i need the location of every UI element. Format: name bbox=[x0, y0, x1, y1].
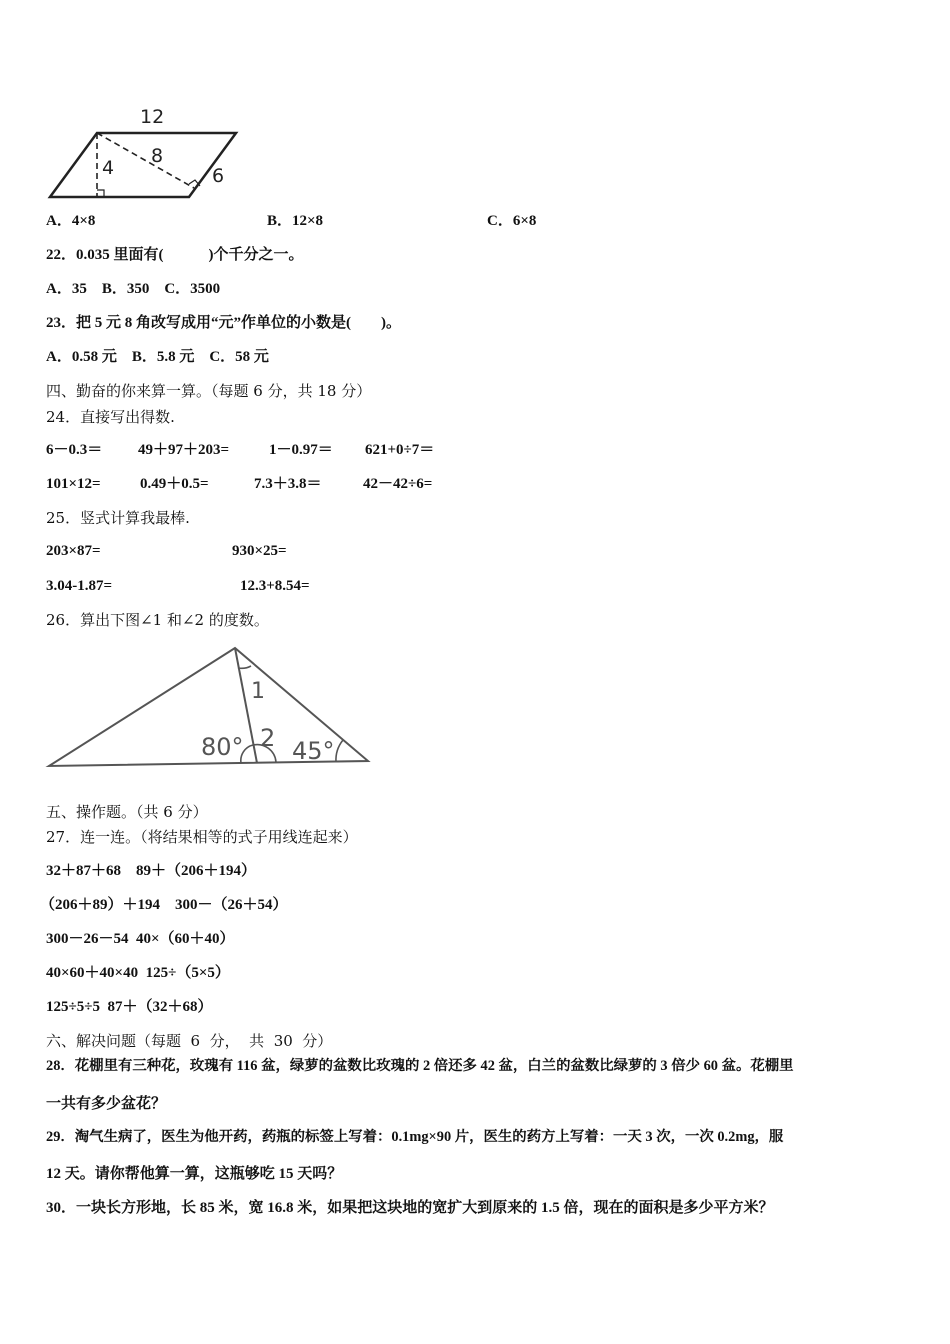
section4-title: 四、勤奋的你来算一算。（每题 6 分，共 18 分） bbox=[46, 382, 372, 400]
q22-options: A．35 B．350 C．3500 bbox=[46, 281, 221, 297]
q24-title: 24．直接写出得数. bbox=[46, 408, 175, 426]
q29-line2: 12 天。请你帮他算一算，这瓶够吃 15 天吗？ bbox=[46, 1166, 343, 1182]
q28-line2: 一共有多少盆花？ bbox=[46, 1096, 167, 1112]
q27-row-1: 32＋87＋68 89＋（206＋194） bbox=[46, 863, 257, 879]
q24-r2-c1: 101×12= bbox=[46, 476, 101, 492]
q24-r1-c2: 49＋97＋203= bbox=[138, 442, 230, 458]
q23-options: A．0.58 元 B．5.8 元 C．58 元 bbox=[46, 349, 269, 365]
section6-title: 六、解决问题（每题 6 分， 共 30 分） bbox=[46, 1032, 333, 1050]
q27-row-5: 125÷5÷5 87＋（32＋68） bbox=[46, 999, 213, 1015]
parallelogram-figure bbox=[44, 100, 244, 204]
q21-option-b: B．12×8 bbox=[267, 213, 324, 229]
q25-r2-c2: 12.3+8.54= bbox=[240, 578, 310, 594]
label-top: 12 bbox=[140, 106, 165, 128]
q24-r1-c3: 1－0.97＝ bbox=[269, 442, 333, 458]
q21-option-a: A．4×8 bbox=[46, 213, 96, 229]
angle-label-80: 80° bbox=[201, 733, 244, 761]
q25-r1-c1: 203×87= bbox=[46, 543, 101, 559]
q29-line1: 29．淘气生病了，医生为他开药，药瓶的标签上写着：0.1mg×90 片，医生的药方上写着：一天 3 次，一次 0.2mg，服 bbox=[46, 1129, 784, 1145]
q25-r2-c1: 3.04-1.87= bbox=[46, 578, 113, 594]
q27-row-3: 300－26－54 40×（60＋40） bbox=[46, 931, 235, 947]
q27-row-4: 40×60＋40×40 125÷（5×5） bbox=[46, 965, 230, 981]
triangle-figure bbox=[44, 642, 374, 772]
q27-title: 27．连一连。（将结果相等的式子用线连起来） bbox=[46, 828, 358, 846]
q24-r1-c4: 621+0÷7＝ bbox=[365, 442, 435, 458]
q27-row-2: （206＋89）＋194 300－（26＋54） bbox=[40, 897, 288, 913]
angle-arc-right bbox=[336, 740, 343, 762]
parallelogram-outline bbox=[50, 133, 236, 197]
section5-title: 五、操作题。（共 6 分） bbox=[46, 803, 208, 821]
label-side: 6 bbox=[212, 165, 225, 187]
label-height: 4 bbox=[102, 157, 115, 179]
q25-r1-c2: 930×25= bbox=[232, 543, 287, 559]
q24-r1-c1: 6－0.3＝ bbox=[46, 442, 103, 458]
angle-label-2: 2 bbox=[260, 724, 276, 752]
q22-text: 22．0.035 里面有( )个千分之一。 bbox=[46, 247, 304, 263]
q26-title: 26．算出下图∠1 和∠2 的度数。 bbox=[46, 611, 269, 629]
q30-line1: 30．一块长方形地，长 85 米，宽 16.8 米，如果把这块地的宽扩大到原来的 1.5 倍，现在的面积是多少平方米？ bbox=[46, 1200, 774, 1216]
angle-label-1: 1 bbox=[251, 679, 265, 704]
label-diag: 8 bbox=[151, 145, 164, 167]
q24-r2-c4: 42－42÷6= bbox=[363, 476, 433, 492]
angle-label-45: 45° bbox=[292, 737, 335, 765]
q21-option-c: C．6×8 bbox=[487, 213, 537, 229]
q28-line1: 28．花棚里有三种花，玫瑰有 116 盆，绿萝的盆数比玫瑰的 2 倍还多 42 盆，白兰的盆数比绿萝的 3 倍少 60 盆。花棚里 bbox=[46, 1058, 794, 1074]
q24-r2-c3: 7.3＋3.8＝ bbox=[254, 476, 322, 492]
angle-arc-1 bbox=[238, 666, 251, 668]
q25-title: 25．竖式计算我最棒. bbox=[46, 509, 190, 527]
q23-text: 23．把 5 元 8 角改写成用“元”作单位的小数是( )。 bbox=[46, 315, 401, 331]
q24-r2-c2: 0.49＋0.5= bbox=[140, 476, 209, 492]
